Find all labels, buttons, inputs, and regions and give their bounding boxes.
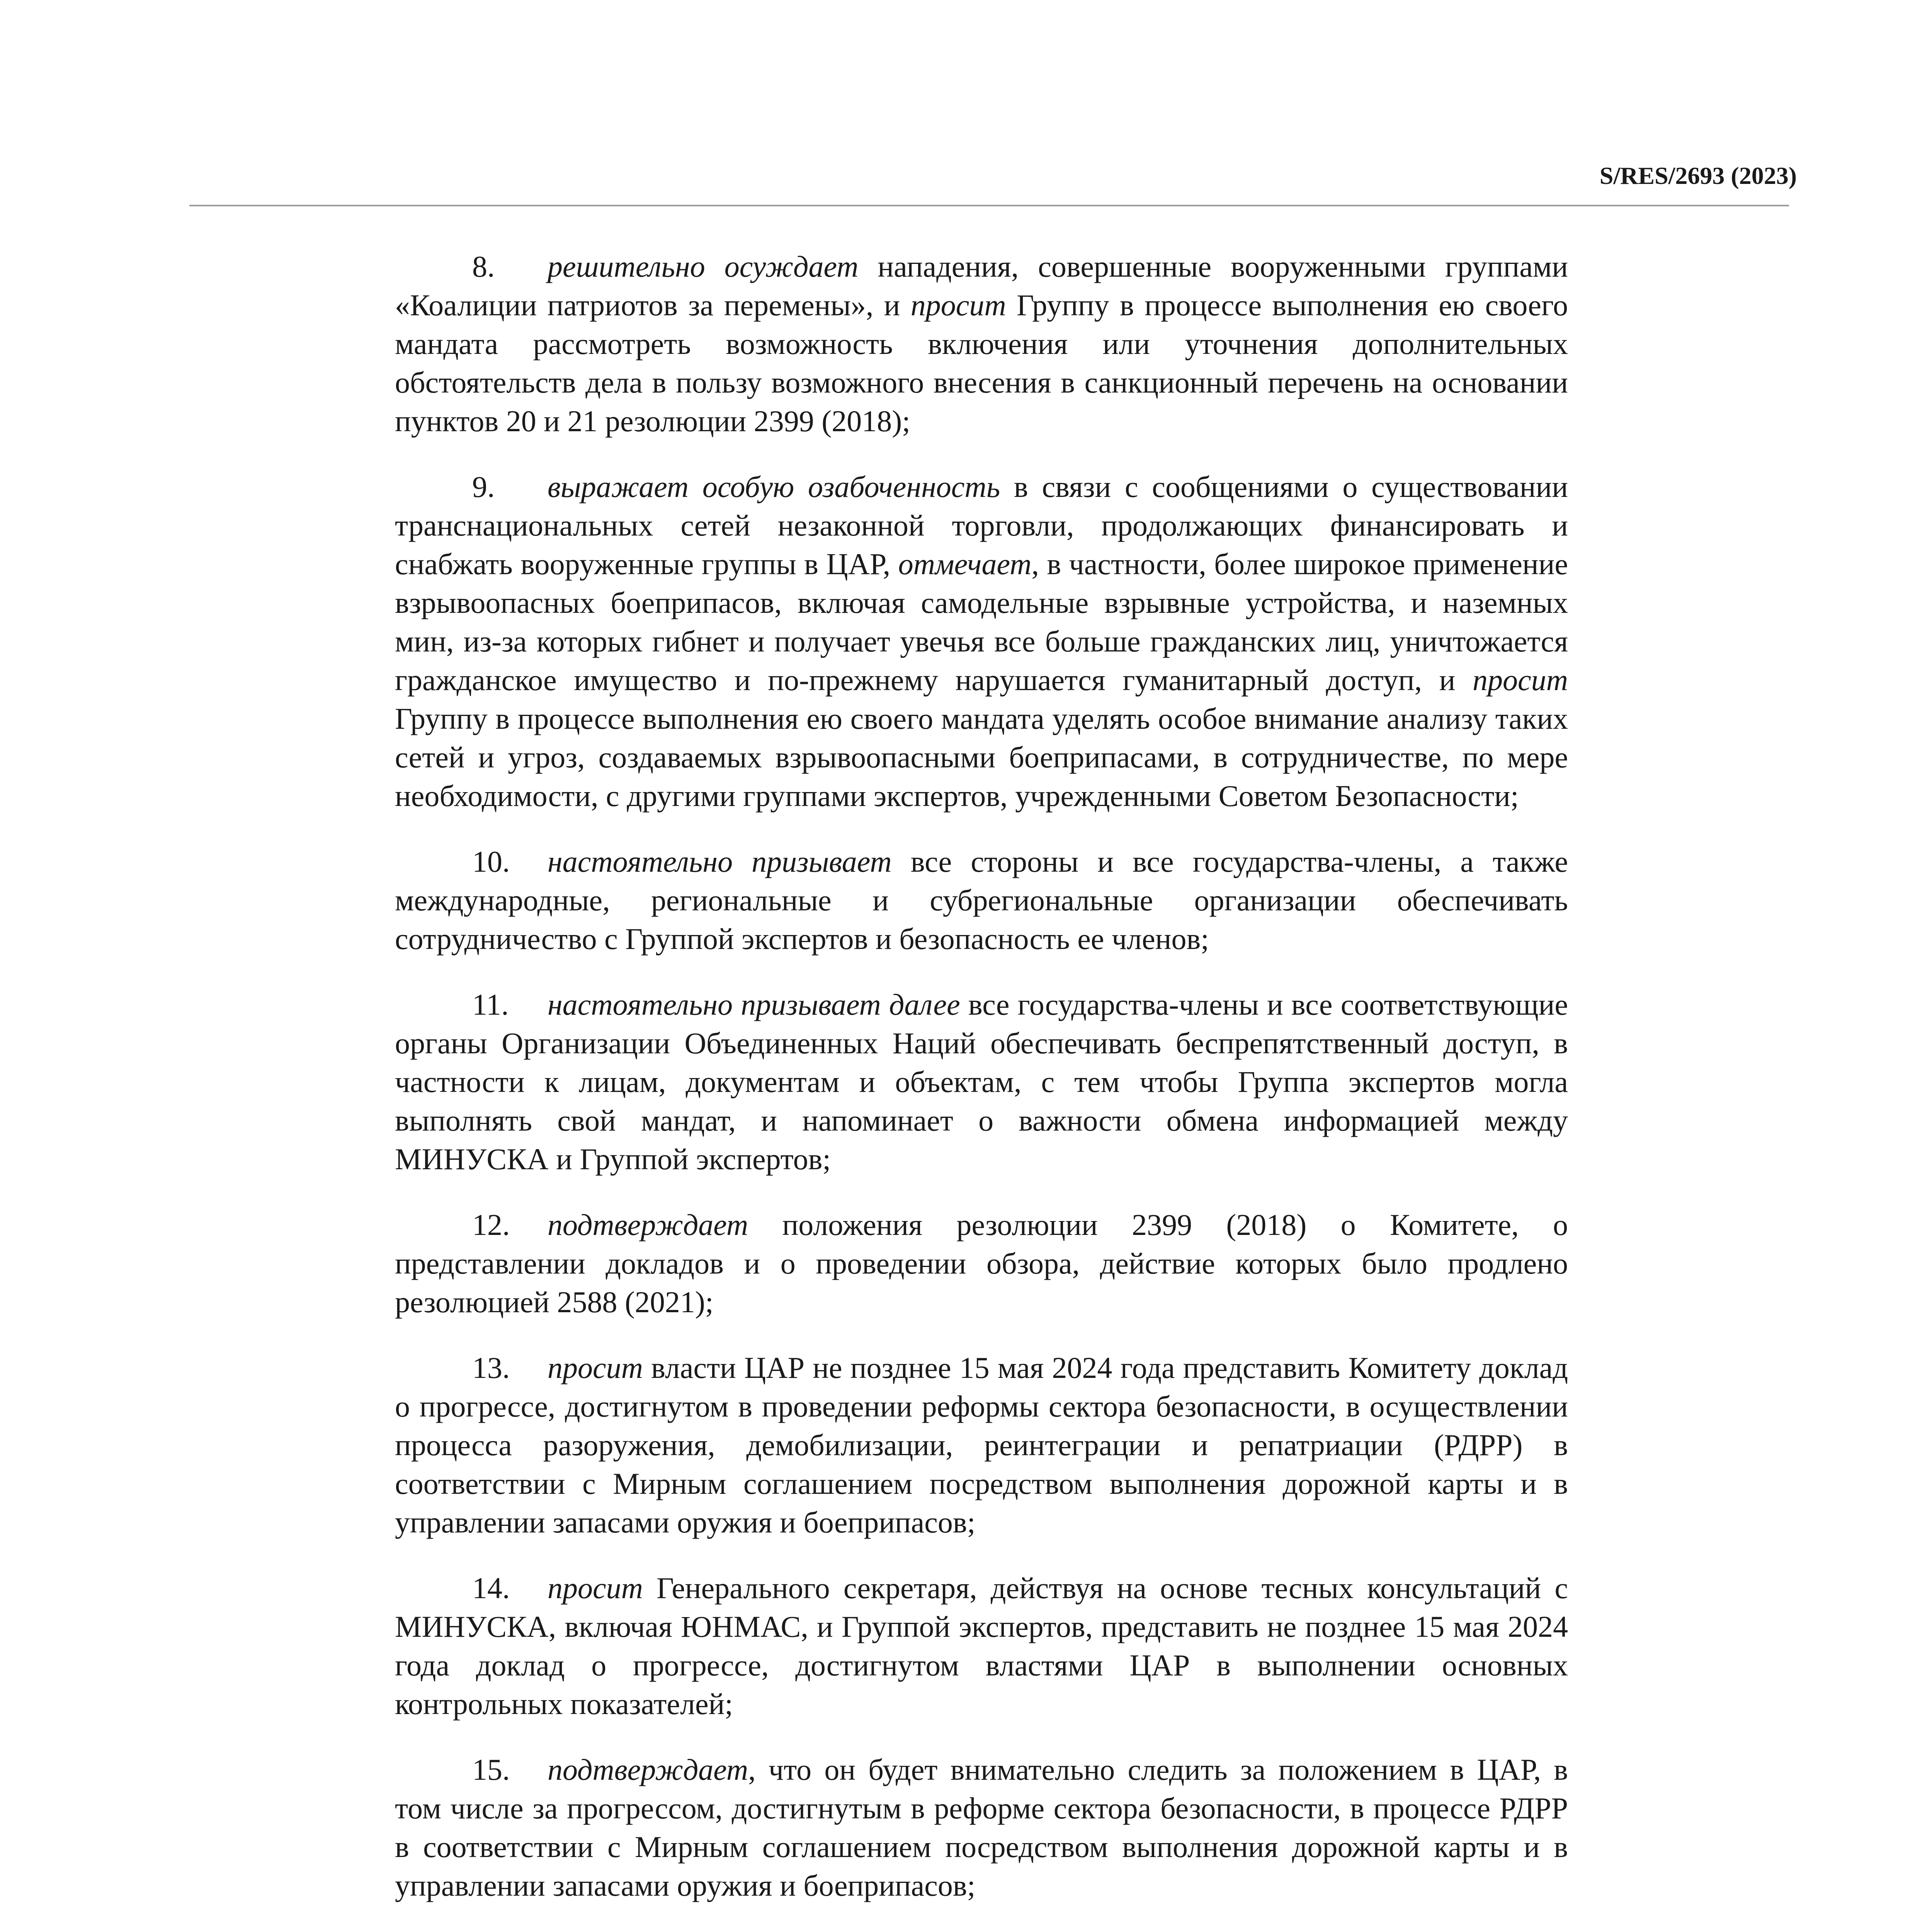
paragraph-number: 10. (472, 845, 510, 878)
paragraph-8 (395, 247, 1568, 440)
paragraph-number: 15. (472, 1753, 510, 1786)
paragraph-10 (395, 842, 1568, 958)
operative-verb: просит (548, 1351, 643, 1384)
paragraph-text: , что он будет внимательно следить за положением в ЦАР, в том числе за прогрессом, достигнутым в реформе сектора безопасности, в процессе РДРР в соответствии с Мирным соглашением посредством выполнения дорожной карты и в управлении запасами оружия и боеприпасов; (395, 1753, 1568, 1902)
paragraph-text: Группу в процессе выполнения ею своего мандата рассмотреть возможность включения или уточнения дополнительных обстоятельств дела в пользу возможного внесения в санкционный перечень на основании пунктов 20 и 21 резолюции 2399 (2018); (395, 288, 1568, 438)
operative-verb: подтверждает (548, 1208, 748, 1242)
operative-verb: просит (548, 1571, 643, 1605)
paragraph-text: нападения, совершенные вооруженными группами «Коалиции патриотов за перемены», и (395, 250, 1568, 322)
operative-verb: настоятельно призывает (548, 845, 892, 878)
operative-verb: отмечает (898, 547, 1032, 581)
paragraph-number: 13. (472, 1351, 510, 1384)
header-rule (189, 205, 1789, 206)
paragraph-text: положения резолюции 2399 (2018) о Комитете, о представлении докладов и о проведении обзора, действие которых было продлено резолюцией 2588 (2021); (395, 1208, 1568, 1319)
paragraph-13 (395, 1349, 1568, 1542)
paragraph-text: все государства-члены и все соответствующие органы Организации Объединенных Наций обеспечивать беспрепятственный доступ, в частности к лицам, документам и объектам, с тем чтобы Группа экспертов могла выполнять свой мандат, и напоминает о важности обмена информацией между МИНУСКА и Группой экспертов; (395, 988, 1568, 1176)
paragraph-9 (395, 468, 1568, 815)
operative-verb: решительно осуждает (548, 250, 859, 283)
resolution-body (395, 247, 1568, 1932)
paragraph-15 (395, 1750, 1568, 1905)
operative-verb: подтверждает (548, 1753, 748, 1786)
paragraph-text: в связи с сообщениями о существовании транснациональных сетей незаконной торговли, продолжающих финансировать и снабжать вооруженные группы в ЦАР, (395, 470, 1568, 581)
paragraph-number: 8. (472, 250, 495, 283)
paragraph-number: 9. (472, 470, 495, 503)
paragraph-number: 12. (472, 1208, 510, 1242)
operative-verb: настоятельно призывает далее (548, 988, 960, 1021)
paragraph-text: все стороны и все государства-члены, а также международные, региональные и субрегиональные организации обеспечивать сотрудничество с Группой экспертов и безопасность ее членов; (395, 845, 1568, 956)
paragraph-number: 14. (472, 1571, 510, 1605)
operative-verb: просит (910, 288, 1006, 322)
paragraph-number: 11. (472, 988, 509, 1021)
document-symbol: S/RES/2693 (2023) (1599, 162, 1797, 189)
operative-verb: выражает особую озабоченность (548, 470, 1000, 503)
paragraph-11 (395, 985, 1568, 1179)
paragraph-text: власти ЦАР не позднее 15 мая 2024 года представить Комитету доклад о прогрессе, достигнутом в проведении реформы сектора безопасности, в осуществлении процесса разоружения, демобилизации, реинтеграции и репатриации (РДРР) в соответствии с Мирным соглашением посредством выполнения дорожной карты и в управлении запасами оружия и боеприпасов; (395, 1351, 1568, 1539)
paragraph-14 (395, 1569, 1568, 1723)
paragraph-12 (395, 1206, 1568, 1321)
paragraph-text: Генерального секретаря, действуя на основе тесных консультаций с МИНУСКА, включая ЮНМАС, и Группой экспертов, представить не позднее 15 мая 2024 года доклад о прогрессе, достигнутом властями ЦАР в выполнении основных контрольных показателей; (395, 1571, 1568, 1721)
paragraph-text: Группу в процессе выполнения ею своего мандата уделять особое внимание анализу таких сетей и угроз, создаваемых взрывоопасными боеприпасами, в сотрудничестве, по мере необходимости, с другими группами экспертов, учрежденными Советом Безопасности; (395, 702, 1568, 813)
operative-verb: просит (1473, 663, 1568, 697)
paragraph-text: , в частности, более широкое применение взрывоопасных боеприпасов, включая самодельные взрывные устройства, и наземных мин, из-за которых гибнет и получает увечья все больше гражданских лиц, уничтожается гражданское имущество и по-прежнему нарушается гуманитарный доступ, и (395, 547, 1568, 697)
